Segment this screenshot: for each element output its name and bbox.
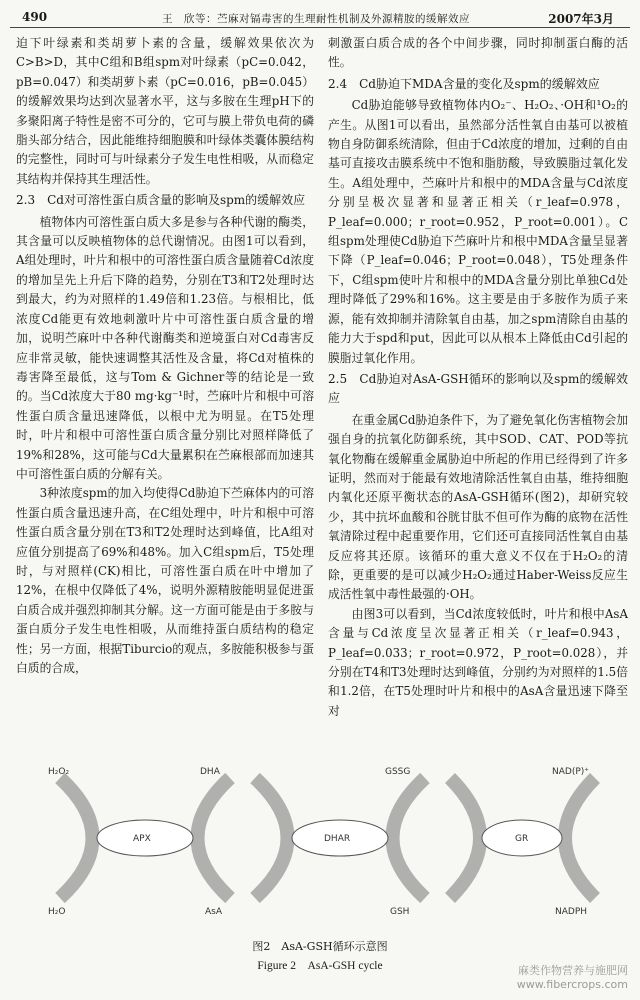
h2o-label: H₂O bbox=[48, 907, 66, 917]
dhar-label: DHAR bbox=[324, 834, 351, 844]
right-column bbox=[328, 34, 628, 721]
issue-date: 2007年3月 bbox=[548, 12, 614, 26]
h2o2-label: H₂O₂ bbox=[48, 767, 70, 777]
paragraph: 3种浓度spm的加入均使得Cd胁迫下苎麻体内的可溶性蛋白质含量迅速升高，在C组处理中，叶片和根中可溶性蛋白质含量分别在T3和T2处理时达到峰值，比A组对应值分别提高了69%和48%。加入C组spm后，T5处理时，与对照样(CK)相比，可溶性蛋白质在叶中增加了12%，在根中仅降低了4%，说明外源精胺能明显促进蛋白质合成并强烈抑制其分解。这一方面可能是由于多胺与蛋白质分子发生电性相吸，从而维持蛋白质结构的稳定性；另一方面，根据Tiburcio的观点，多胺能积极参与蛋白质的合成， bbox=[16, 486, 314, 675]
watermark-line: 麻类作物营养与施肥网 bbox=[518, 964, 628, 977]
asa-label: AsA bbox=[205, 907, 223, 917]
section-heading: 2.3 Cd对可溶性蛋白质含量的影响及spm的缓解效应 bbox=[16, 193, 306, 208]
nadph-label: NADPH bbox=[555, 907, 588, 917]
dha-label: DHA bbox=[200, 767, 220, 777]
gr-label: GR bbox=[515, 834, 529, 844]
figure-caption-en: Figure 2 AsA-GSH cycle bbox=[257, 960, 383, 972]
section-heading: 2.4 Cd胁迫下MDA含量的变化及spm的缓解效应 bbox=[328, 76, 600, 91]
page-header bbox=[12, 6, 628, 26]
paragraph: 迫下叶绿素和类胡萝卜素的含量，缓解效果依次为C>B>D，其中C组和B组spm对叶绿素（pC=0.042，pB=0.047）和类胡萝卜素（pC=0.016，pB=0.045）的缓解效果均达到次显著水平，这与多胺在生理pH下的多聚阳离子特性是密不可分的，它可与膜上带负电荷的磷脂头部分结合，因此能维持细胞膜和叶绿体类囊体膜结构的完整性，同时可与叶绿素分子发生电性相吸，从而稳定其结构并保持其生理活性。 bbox=[16, 36, 314, 186]
running-title: 王 欣等：苎麻对镉毒害的生理耐性机制及外源精胺的缓解效应 bbox=[162, 13, 470, 25]
section-heading: 2.5 Cd胁迫对AsA-GSH循环的影响以及spm的缓解效应 bbox=[328, 371, 628, 406]
nadp-label: NAD(P)⁺ bbox=[552, 767, 590, 777]
apx-label: APX bbox=[133, 834, 151, 844]
paragraph: Cd胁迫能够导致植物体内O₂⁻、H₂O₂、·OH和¹O₂的产生。从图1可以看出，虽然部分活性氧自由基可以被植物自身防御系统清除，但由于Cd浓度的增加，过剩的自由基可直接攻击膜系统中不饱和脂肪酸，导致膜脂过氧化发生。A组处理中，苎麻叶片和根中的MDA含量与Cd浓度分别呈极次显著和显著正相关（r_leaf=0.978，P_leaf=0.000；r_root=0.952，P_root=0.001）。C组spm处理使Cd胁迫下苎麻叶片和根中MDA含量呈显著下降（P_leaf=0.046；P_root=0.048），T5处理条件下，C组spm使叶片和根中的MDA含量分别比单独Cd处理时降低了29%和16%。这主要是由于多胺作为质子来源，能有效抑制并清除氧自由基，加之spm清除自由基的能力大于spd和put，因此可以从根本上降低由Cd引起的膜脂过氧化作用。 bbox=[328, 98, 628, 365]
header-rule bbox=[10, 27, 630, 28]
paragraph: 在重金属Cd胁迫条件下，为了避免氧化伤害植物会加强自身的抗氧化防御系统，其中SOD、CAT、POD等抗氧化物酶在缓解重金属胁迫中所起的作用已经得到了许多证明，然而对于能最有效地清除活性氧自由基，维持细胞内氧化还原平衡状态的AsA-GSH循环(图2)，却研究较少，其中抗坏血酸和谷胱甘肽不但可作为酶的底物在活性氧清除过程中起重要作用，它们还可直接同活性氧自由基反应将其还原。该循环的重大意义不仅在于H₂O₂的清除，更重要的是可以减少H₂O₂通过Haber-Weiss反应生成活性氧中毒性最强的·OH。 bbox=[328, 412, 628, 602]
watermark-url: www.fibercrops.com bbox=[516, 978, 628, 991]
figure-caption-cn: 图2 AsA-GSH循环示意图 bbox=[252, 940, 388, 953]
left-column bbox=[16, 34, 314, 678]
watermark bbox=[517, 964, 628, 992]
apx-cycle bbox=[48, 767, 230, 917]
page-number: 490 bbox=[22, 10, 48, 24]
paragraph: 由图3可以看到，当Cd浓度较低时，叶片和根中AsA含量与Cd浓度呈次显著正相关（r_leaf=0.943，P_leaf=0.033；r_root=0.972，P_root=0.028），并分别在T4和T3处理时达到峰值，分别约为对照样的1.5倍和1.2倍，在T5处理时叶片和根中的AsA含量迅速下降至对 bbox=[328, 606, 628, 718]
asa-gsh-cycle-diagram bbox=[40, 758, 610, 918]
gr-cycle bbox=[450, 767, 595, 917]
gssg-label: GSSG bbox=[385, 767, 411, 777]
dhar-cycle bbox=[255, 767, 425, 917]
paragraph: 刺激蛋白质合成的各个中间步骤，同时抑制蛋白酶的活性。 bbox=[328, 36, 628, 70]
paragraph: 植物体内可溶性蛋白质大多是参与各种代谢的酶类，其含量可以反映植物体的总代谢情况。由图1可以看到，A组处理时，叶片和根中的可溶性蛋白质含量随着Cd浓度的增加呈先上升后下降的趋势，分别在T3和T2处理时达到最大，约为对照样的1.49倍和1.23倍。与根相比，低浓度Cd能更有效地刺激叶片中可溶性蛋白质含量的增加，说明苎麻叶中各种代谢酶类和逆境蛋白对Cd毒害反应非常灵敏，能快速调整其活性及含量，将Cd对植株的毒害降至最低，这与Tom & Gichner等的结论是一致的。当Cd浓度大于80 mg·kg⁻¹时，苎麻叶片和根中可溶性蛋白质含量迅速降低，以根中尤为明显。在T5处理时，叶片和根中可溶性蛋白质含量分别比对照样降低了19%和28%，这可能与Cd大量累积在苎麻根部而加速其中可溶性蛋白质的分解有关。 bbox=[16, 214, 314, 481]
gsh-label: GSH bbox=[390, 907, 410, 917]
